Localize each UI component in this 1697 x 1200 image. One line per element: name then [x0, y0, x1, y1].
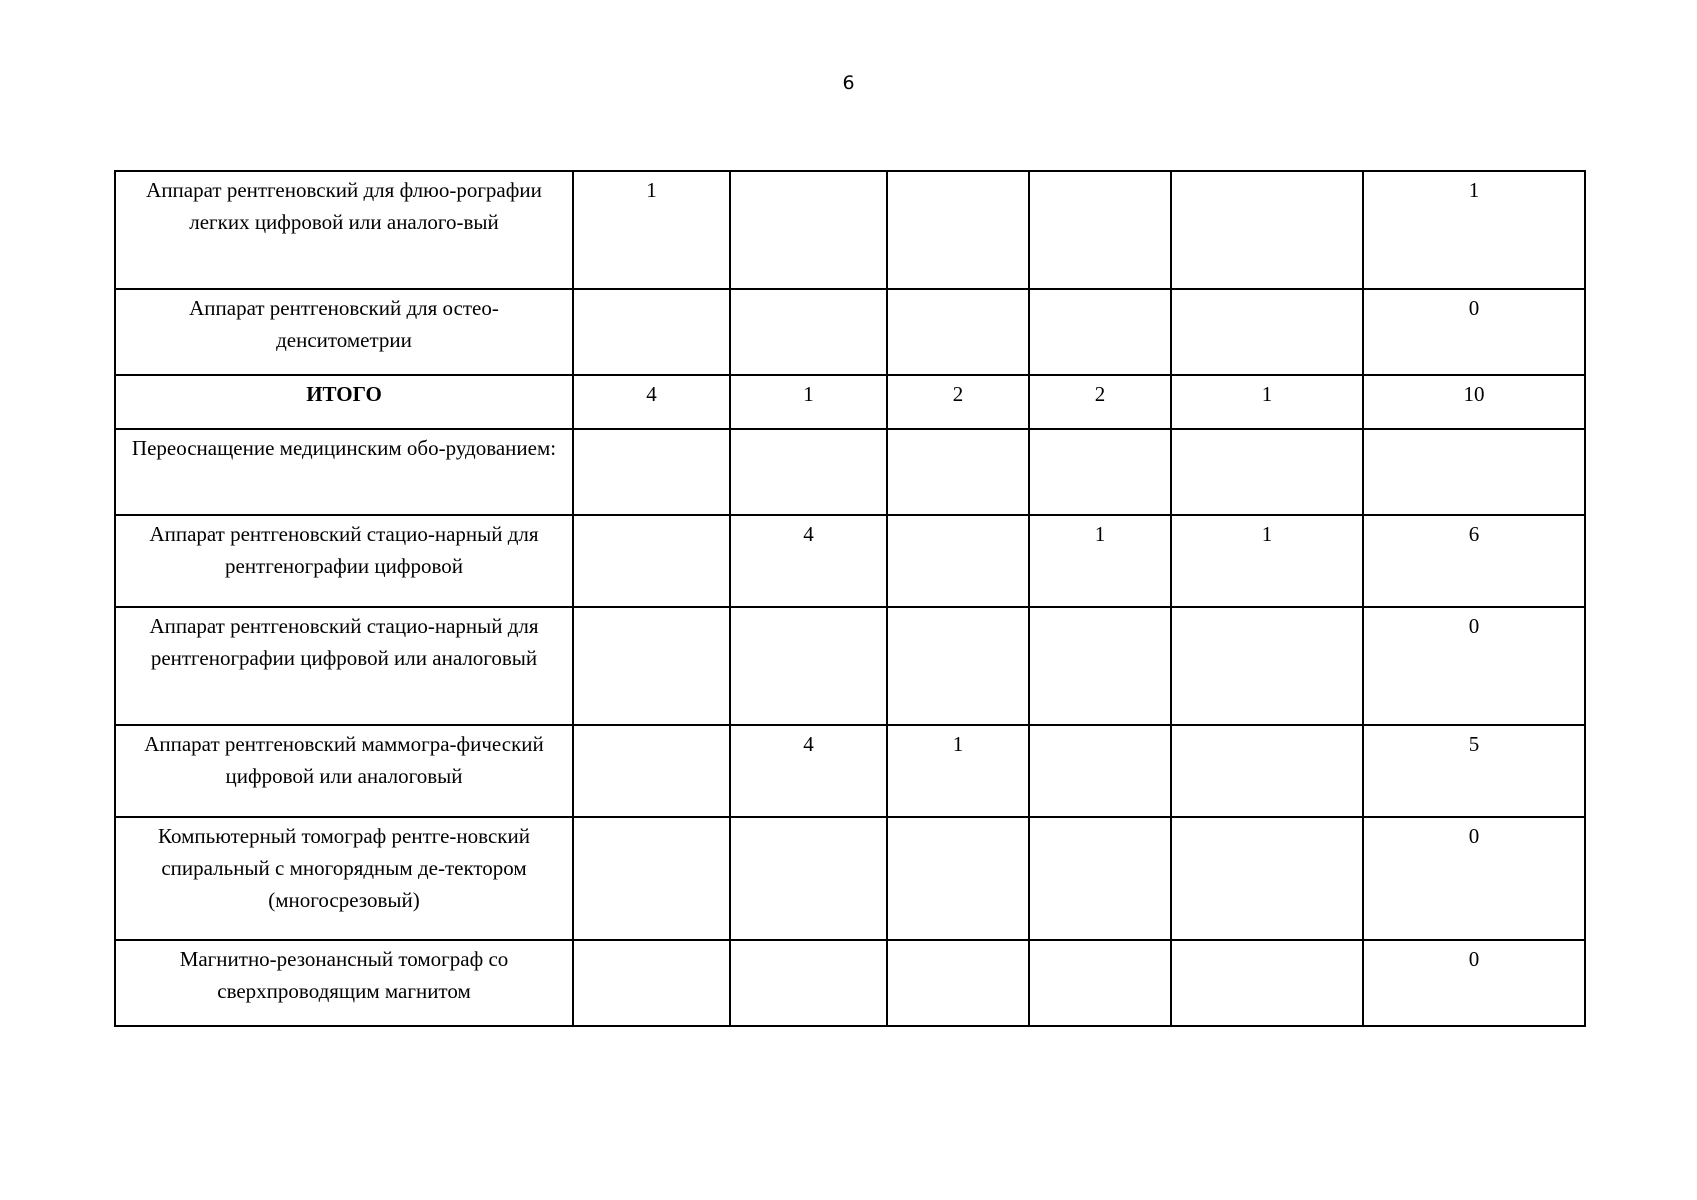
count-cell: [1029, 817, 1171, 940]
count-cell: [1171, 607, 1363, 725]
count-cell: 1: [573, 171, 730, 289]
count-cell: 2: [1029, 375, 1171, 429]
count-cell: [1029, 940, 1171, 1026]
total-cell: 1: [1363, 171, 1585, 289]
count-cell: [730, 429, 887, 515]
count-cell: [730, 289, 887, 375]
count-cell: [887, 515, 1029, 607]
total-cell: 0: [1363, 607, 1585, 725]
count-cell: [730, 817, 887, 940]
table-row: [115, 725, 1585, 817]
count-cell: 4: [730, 725, 887, 817]
equipment-name-cell: Аппарат рентгеновский стацио-нарный для рентгенографии цифровой или аналоговый: [115, 607, 573, 725]
page-number: 6: [842, 72, 855, 94]
total-cell: 0: [1363, 817, 1585, 940]
count-cell: 1: [1171, 375, 1363, 429]
count-cell: [730, 607, 887, 725]
count-cell: [573, 515, 730, 607]
count-cell: [1029, 289, 1171, 375]
count-cell: 4: [730, 515, 887, 607]
count-cell: [887, 171, 1029, 289]
table-row: [115, 940, 1585, 1026]
total-cell: 5: [1363, 725, 1585, 817]
table-row: [115, 289, 1585, 375]
count-cell: [1029, 607, 1171, 725]
section-row: [115, 429, 1585, 515]
total-cell: 10: [1363, 375, 1585, 429]
section-label-cell: Переоснащение медицинским обо-рудованием:: [115, 429, 573, 515]
count-cell: [573, 725, 730, 817]
count-cell: [1171, 817, 1363, 940]
equipment-name-cell: Аппарат рентгеновский для остео-денситометрии: [115, 289, 573, 375]
total-cell: 0: [1363, 289, 1585, 375]
count-cell: [573, 289, 730, 375]
count-cell: [730, 171, 887, 289]
count-cell: [1029, 725, 1171, 817]
count-cell: [1171, 171, 1363, 289]
total-row: [115, 375, 1585, 429]
equipment-name-cell: Компьютерный томограф рентге-новский спиральный с многорядным де-тектором (многосрезовый): [115, 817, 573, 940]
count-cell: [730, 940, 887, 1026]
count-cell: [573, 429, 730, 515]
count-cell: [887, 289, 1029, 375]
total-cell: 6: [1363, 515, 1585, 607]
equipment-table: [114, 170, 1586, 1027]
count-cell: [573, 607, 730, 725]
table-row: [115, 607, 1585, 725]
count-cell: [1171, 725, 1363, 817]
count-cell: [887, 607, 1029, 725]
count-cell: 4: [573, 375, 730, 429]
total-cell: 0: [1363, 940, 1585, 1026]
count-cell: [887, 429, 1029, 515]
table-row: [115, 515, 1585, 607]
count-cell: [887, 940, 1029, 1026]
count-cell: [1029, 171, 1171, 289]
equipment-name-cell: Аппарат рентгеновский для флюо-рографии легких цифровой или аналого-вый: [115, 171, 573, 289]
count-cell: [1171, 289, 1363, 375]
total-label-cell: ИТОГО: [115, 375, 573, 429]
count-cell: [1171, 429, 1363, 515]
count-cell: 1: [1029, 515, 1171, 607]
equipment-name-cell: Аппарат рентгеновский стацио-нарный для рентгенографии цифровой: [115, 515, 573, 607]
count-cell: [1171, 940, 1363, 1026]
total-cell: [1363, 429, 1585, 515]
count-cell: [573, 940, 730, 1026]
table-row: [115, 817, 1585, 940]
table-row: [115, 171, 1585, 289]
count-cell: 1: [730, 375, 887, 429]
count-cell: [573, 817, 730, 940]
count-cell: 1: [887, 725, 1029, 817]
equipment-name-cell: Магнитно-резонансный томограф со сверхпроводящим магнитом: [115, 940, 573, 1026]
count-cell: [887, 817, 1029, 940]
count-cell: [1029, 429, 1171, 515]
count-cell: 1: [1171, 515, 1363, 607]
count-cell: 2: [887, 375, 1029, 429]
equipment-name-cell: Аппарат рентгеновский маммогра-фический цифровой или аналоговый: [115, 725, 573, 817]
